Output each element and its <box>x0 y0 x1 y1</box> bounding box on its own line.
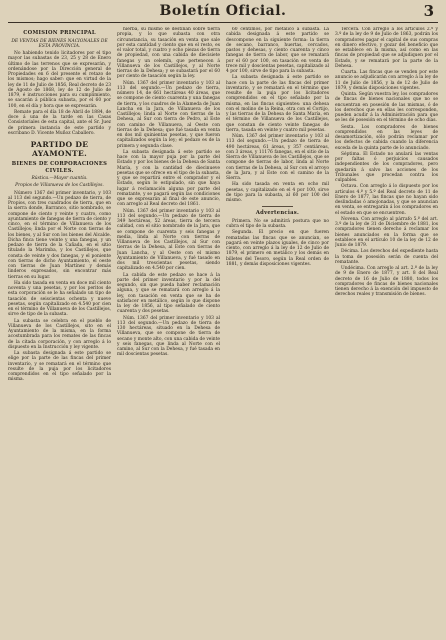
paragraph: Segunda. El precio en que fueren rematadas las fincas que se anuncian, se pagará en veinte plazos iguales, de cinco por ciento, con arreglo á la ley de 12 de Julio de 1879, el primero en metálico y los demás en billetes del Tesoro, según la Real orden de 1881, y demás disposiciones vigentes. <box>226 230 329 267</box>
paragraph: Primera. No se admitirá postura que no cubra el tipo de la subasta. <box>226 218 329 229</box>
paragraph: Ha sido tasada en venta en ocho mil pesetas, y capitalizado en el 4 por 100, sirve de tipo para la subasta, al 60 por 100 del mismo. <box>226 182 329 203</box>
paragraph: 60 céntimos, por metálico á subasta. La cabida designada á este partido se descompone en la siguiente forma: la tierra de secano, barranco, huertas, cercados, pastos y dehesas, y ciento cuarenta y cinco fanegas de tierra de labor, que se rematará por el 60 por 100, en tasación en venta de trece mil y doscientas pesetas, capitalizado al 4 por 100, sirve de tipo para la subasta. <box>226 27 329 74</box>
text-columns <box>8 23 438 635</box>
page-number: 3 <box>423 2 434 20</box>
column-3 <box>226 27 329 635</box>
section-heading-advertencias: Advertencias. <box>255 210 300 217</box>
paragraph: La subasta se celebra en el pueblo de Villanueva de los Castillejos, sito en el Ayuntamiento de la misma, en la forma acostumbrada para los remates de las fincas de la citada corporación, y con arreglo á lo dispuesto en la Instrucción y ley vigente. <box>8 318 111 350</box>
paragraph: Quinta. Según vuestra ley, los compradores de fincas de bienes nacionales que no se encuentran en posesión de las mismas, ó de los derechos que en ellas les corresponden, pueden acudir á la Administración para que se les dé posesión en el término de ocho días. <box>335 92 438 124</box>
paragraph: No habiendo tenido licitadores por el tipo mayor las subastas de 23, 25 y 28 de Enero último de las terrenos que se expresarán, y ordenándose por la Dirección general de Propiedades en 6 del presente el retazo de los mismos; hago saber: que en virtud de la ley de 11 de Julio de 1856, Real decreto de 23 de Agosto de 1868, ley de 12 de Julio de 1879, é instrucciones para su cumplimiento, se sacarán á pública subasta, por el 60 por 100, en el día y hora que se expresarán. <box>8 51 111 109</box>
paragraph: Núm. 1367 del primer inventario y 103 al 113 del segundo.—Un pedazo de tierra de 349 hectáreas, 52 áreas, tierra de tercera calidad, con el sitio nombrado de la Jara, que se compone de cuarenta y seis fanegas y media, linda al Norte con tierras de Villanueva de los Castillejos, al Sur con tierras de la Dehesa, al Este con tierras de Juan Lancha, y al Oeste con el mismo Ayuntamiento de Villanueva, y fué tasado en dos mil trescientas pesetas, siendo capitalizado en 4.540 por cien. <box>117 208 220 272</box>
paragraph: Octava. Con arreglo á lo dispuesto por los artículos 4.º y 5.º del Real decreto de 11 de Enero de 1877, las fincas que no hayan sido deslindadas ó amojonadas, y que se anuncian en venta, se entregarán á los compradores en el estado en que se encuentren. <box>335 184 438 216</box>
newspaper-title: Boletín Oficial. <box>159 3 287 19</box>
paragraph: La subasta designada á este partido se elige por la parte de las fincas del primer inventario, y se rematará en el término que resulte de la puja por los licitadores comprendidos en el tipo señalado por la misma. <box>8 351 111 383</box>
masthead <box>8 0 438 23</box>
paragraph: Ha sido tasada en venta en doce mil ciento noventa y una pesetas, y por los peritos de esta corporación se le ha señalado un tipo de tasación de seiscientas ochenta y nueve pesetas, según capitalizado en 4.540 por cien en el término de Villanueva de los Castillejos, sirve de tipo de la subasta. <box>8 280 111 318</box>
paragraph: Núm. 1367 del primer inventario y 103 al 113 del segundo.—Un pedazo de tierra, número 14, de 661 hectáreas 40 áreas, que se compone de ciento cuarenta y una fanegas de tierra, y los cuadros de la Alameda de Juan Lancha en la Jara, de Villanueva de los Castillejos; linda al Norte con tierras de la Dehesa, al Sur con tierra de Pedro, al Este con camino de Villanueva, al Oeste con tierras de la Dehesa; que fué tasada en venta en dos mil quinientas pesetas, y que fueron capitalizados según la ley; el pedazo es de la primera y segunda clase. <box>117 80 220 149</box>
paragraph: hierba, su mismo se destinan sobre tierra propia, y lo que subasta con otra circunstancia, su tasación en venta que sale por esta cantidad y ciento que en el resto, es el valor total, y cuatro y ocho piezas de tierra de propiedad, con una cabida de diecisiete fanegas y un celemín, que pertenecen á Villanueva de los Castillejos, y al Norte tierras de la Dehesa; y se subastará por el 60 por ciento de tasación según la ley. <box>117 27 220 80</box>
paragraph: La cabida de este pedazo se hace á la parte del primer inventario y por la del segundo, sin que pueda haber reclamación alguna, y que se rematará con arreglo á la ley, con tasación en venta que se ha de satisfacer en metálico, según lo que dispone la ley de 1856, al tipo señalado de ciento cuarenta y dos pesetas. <box>117 272 220 315</box>
paragraph: La subasta designada á este partido se hace con la mayor puja por la parte del Estado y por los bienes de la Dehesa de Santa María, y con la cantidad de diecinueve pesetas que se ofrece en el tipo de la subasta, y que se repartirá entre el comprador y el Estado, según lo estipulado, sin que haya lugar á reclamación alguna por parte del rematante, y se pagará según las condiciones que se expresarán al final de este anuncio, con arreglo al Real decreto del 1861. <box>117 149 220 208</box>
paragraph: Núm. 1367 del primer inventario y 103 al 113 del segundo.—Un pedazo de tierra de 490 hectáreas, 61 áreas, y 357 centiáreas, con 3 áreas, y 11176 fanegas, en el sitio de la Sierra de Villanueva de los Castillejos, que se compone de tierras de labor, linda al Norte con tierras de la Dehesa, al Sur con el arroyo de la Jara, y al Este con el camino de la Sierra. <box>226 134 329 181</box>
subheading-rustica: Rústica.—Mayor cuantía. <box>31 176 88 181</box>
paragraph: Décima. Los derechos del expediente hasta la toma de posesión serán de cuenta del rematante. <box>335 249 438 265</box>
paragraph: Undécima. Con arreglo al art. 2.º de la ley de 9 de Enero de 1877, y art. 8 del Real decreto de 16 de Julio de 1880, todos los compradores de fincas de bienes nacionales tienen derecho á la exención del impuesto de derechos reales y transmisión de bienes. <box>335 266 438 298</box>
paragraph: Número 1367 del primer inventario, y 103 al 113 del segundo.—Un pedazo de tierra, de Propios, con tres cuadrados de tierra, que en la sierra donde, Barranco, sitio nombrado, se compone de ciento y veinte y cuatro, como ayuntamiento de fanegas de tierra de ciento y cinco, en el término de Villanueva de los Castillejos; linda por el Norte con tierras de los bienes, y al Sur con los bienes del Alcalde. Dicha finca tiene veinte y una fanegas, y un pedazo de tierra de la Cañada, en el sitio titulado la Marimba, y los Castillejos, que consta de veinte y dos fanegas, y el poniente con tierras de dicho Ayuntamiento, el oeste con tierras de Juan Martínez y demás linderos expresados, sin encontrar más tierras en su lugar. <box>8 190 111 280</box>
divider-rule <box>262 206 293 207</box>
paragraph: Sexta. Los compradores de bienes comprendidos en las leyes de desamortización, sólo podrán reclamar por los defectos de cabida cuando la diferencia exceda de la quinta parte de lo anunciado. <box>335 124 438 151</box>
paragraph: Remate para el día 18 de Abril de 1884, de doce á una de la tarde en las Casas Consistoriales de esta capital, ante el Sr. Juez de primera instancia de este partido y escribano D. Vicente Muñoz Caballero. <box>8 109 111 136</box>
paragraph: Séptima. El Estado no anulará las ventas por faltas ó perjuicios causados independientes de los compradores, pero quedarán á salvo las acciones de los Tribunales que procedan contra los culpables. <box>335 151 438 183</box>
section-heading: COMISION PRINCIPAL <box>23 30 96 36</box>
column-2 <box>117 27 220 635</box>
paragraph: Novena. Con arreglo al párrafo 5.º del art. 3.º de la ley de 31 de Diciembre de 1881, los compradores tienen derecho á reclamar los bienes anunciados en la forma que se establece en el artículo 10 de la ley de 12 de Junio de 1879. <box>335 216 438 248</box>
paragraph: La subasta designada á este partido se hace con la parte de las fincas del primer inventario, y se rematará en el término que resulte de la puja por los licitadores comprendidos en el tipo señalado por la misma, en las fincas siguientes: una dehesa con el molino de la Reina, otra con el Cortijo, y las tierras de la Dehesa de Santa María, en el término de Villanueva de los Castillejos, que constan de ciento veinte fanegas de tierra, tasada en veinte y cuatro mil pesetas. <box>226 75 329 133</box>
paragraph: Tercera. Con arreglo á los artículos 2.º y 3.º de la ley de 9 de Julio de 1863, podrán los compradores pagar el capital de sus compras en dinero efectivo, y gozar del beneficio que se establece en la misma, así como en las fincas de propiedad que se adjudiquen por el Estado, y se rematará por la parte de la Dehesa. <box>335 27 438 69</box>
paragraph: Cuarta. Las fincas que se venden por este anuncio se adjudicarán con arreglo á la ley de 11 de Julio de 1856, y la de 12 de Julio de 1879, y demás disposiciones vigentes. <box>335 70 438 91</box>
subheading-propios: Propios de Villanueva de los Castillejos. <box>15 183 104 189</box>
paragraph: Núm. 1367 del primer inventario y 103 al 113 del segundo.—Un pedazo de tierra de 130 hectáreas, situado en la Dehesa de Villanueva, que se compone de tierra de secano y monte alto, con una cabida de veinte y seis fanegas, que linda al Norte con el camino, al Sur con la Dehesa, y fué tasada en mil doscientas pesetas. <box>117 315 220 358</box>
column-4 <box>335 27 438 635</box>
column-1 <box>8 27 111 635</box>
section-subheading: DE VENTAS DE BIENES NACIONALES DE ESTA PROVINCIA. <box>11 38 108 49</box>
section-heading-partido: PARTIDO DE AYAMONTE. <box>30 140 89 158</box>
section-heading-bienes: BIENES DE CORPORACIONES CIVILES. <box>11 161 108 174</box>
